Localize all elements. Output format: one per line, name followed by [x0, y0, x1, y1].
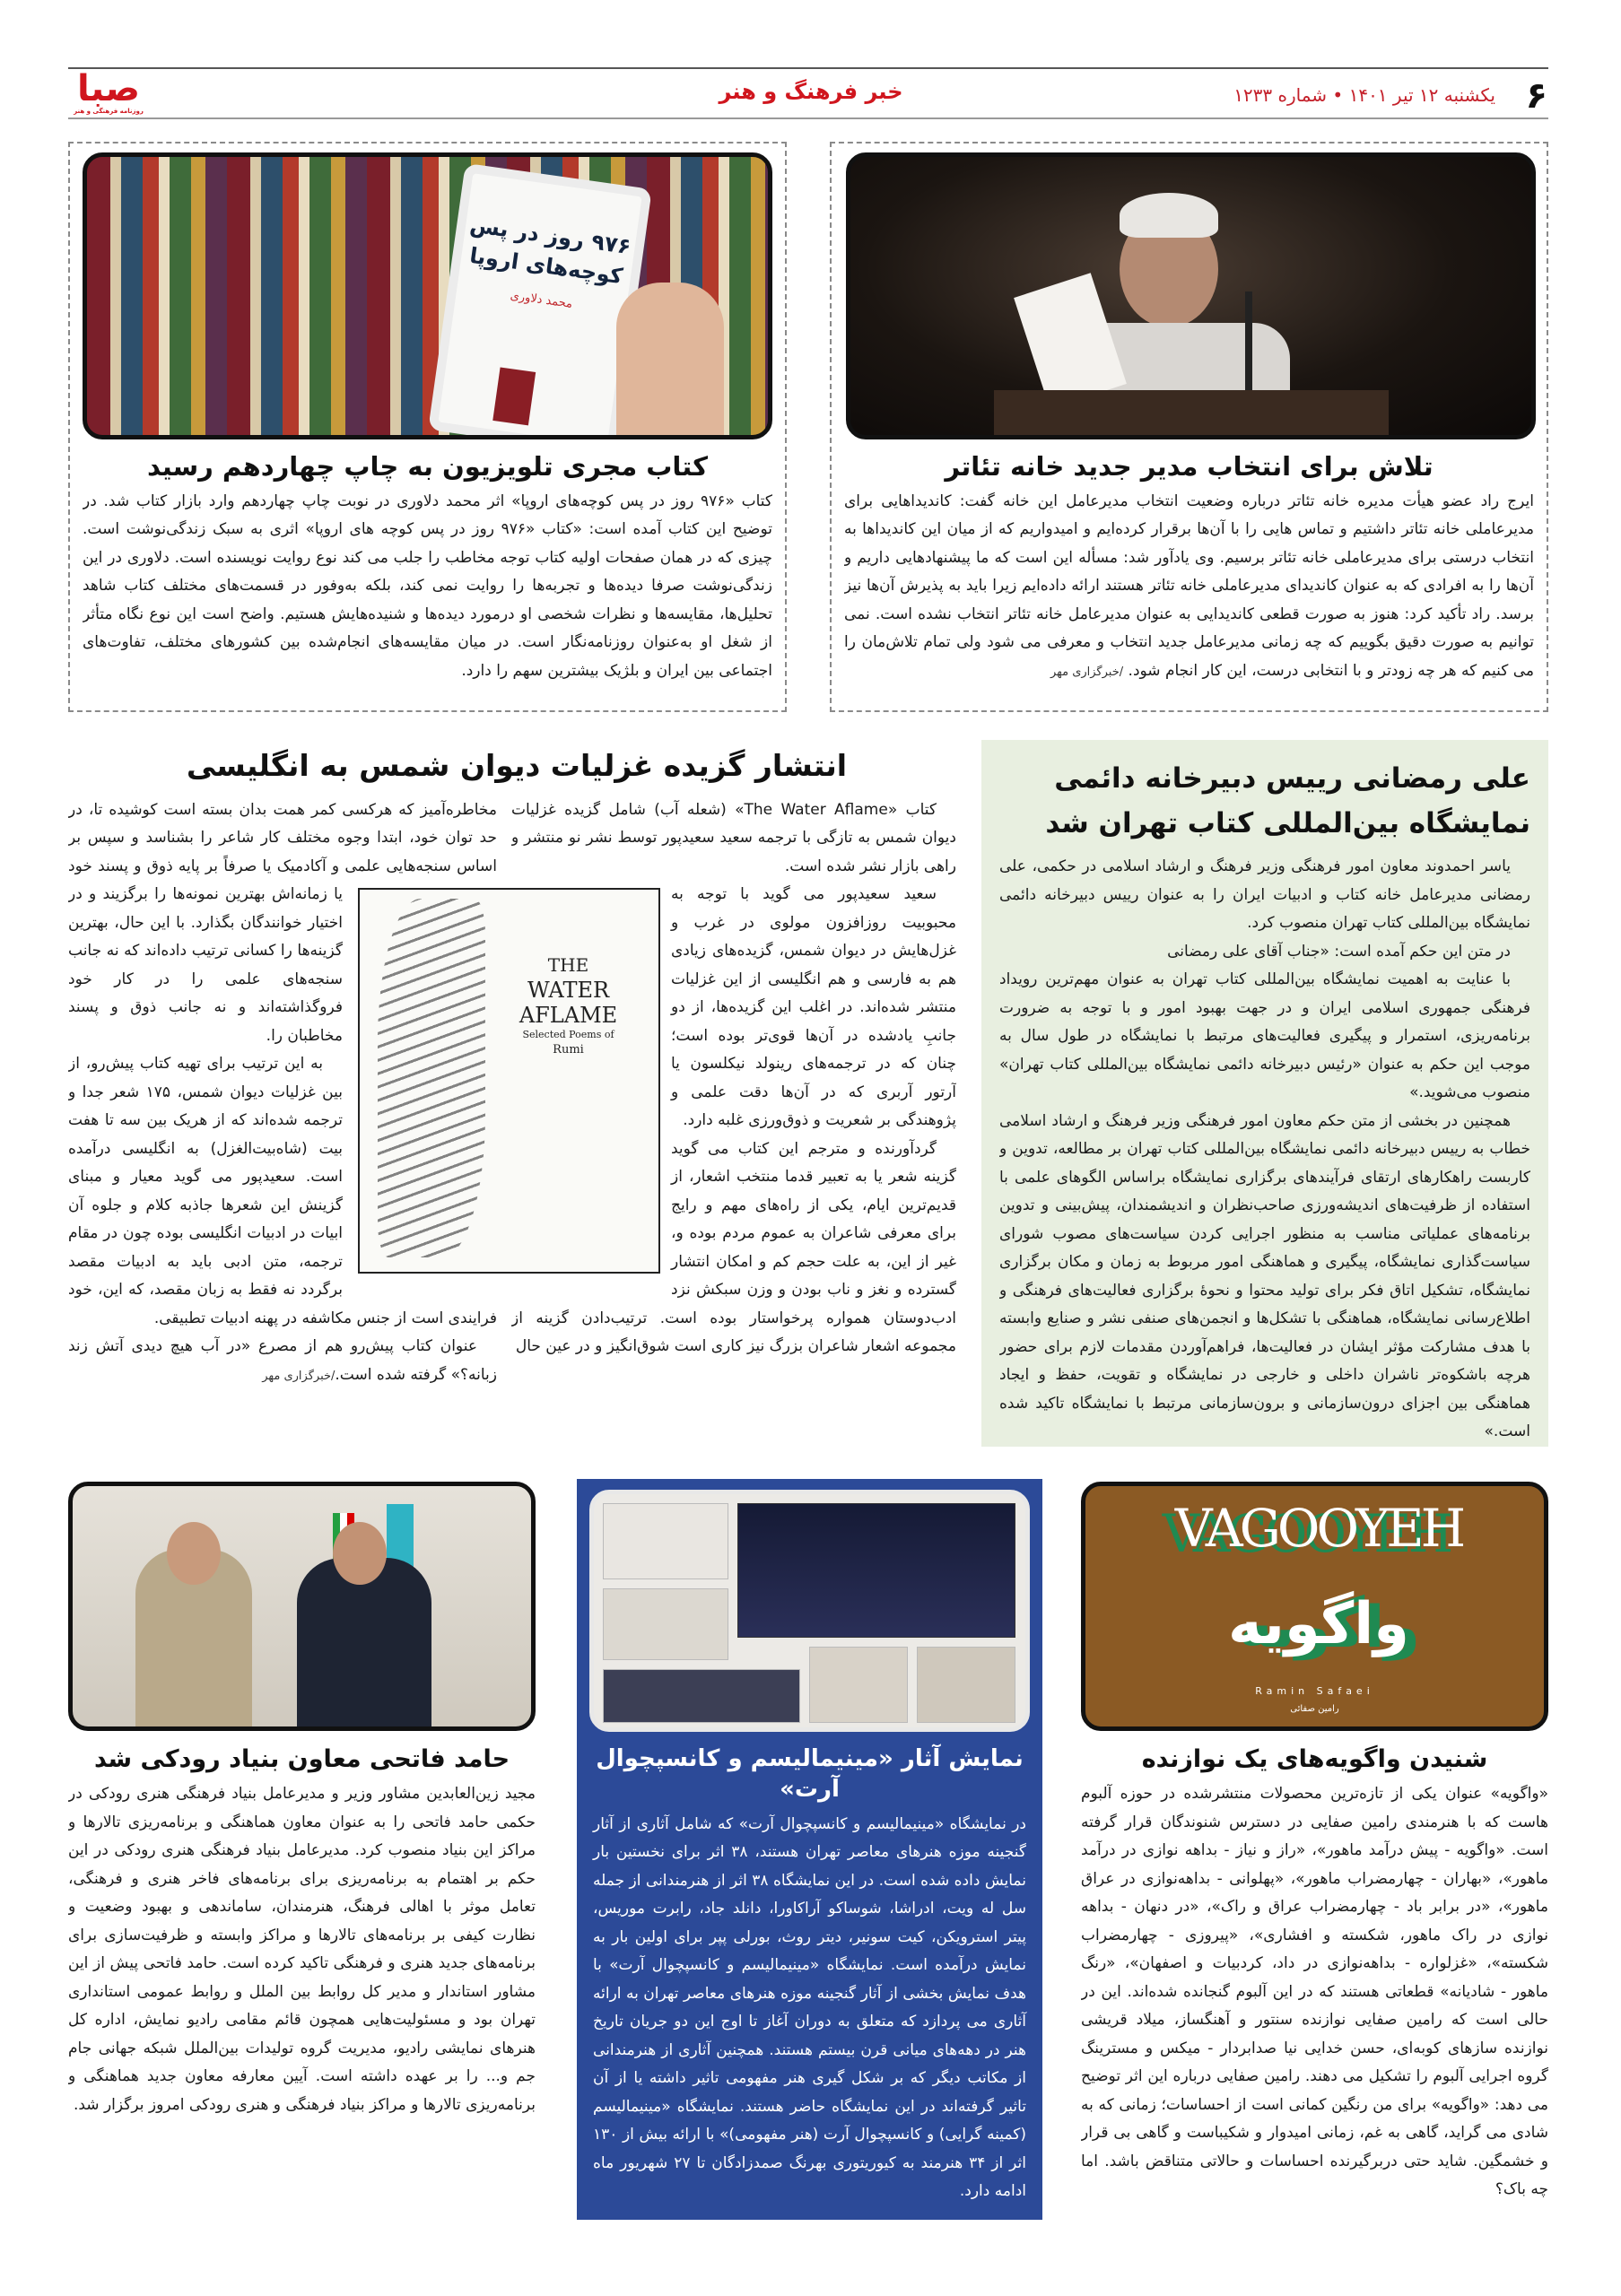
album-cover-vagooyeh [1081, 1482, 1548, 1731]
cover-author: Rumi [553, 1042, 584, 1057]
article-body [844, 488, 1534, 703]
newspaper-logo [68, 70, 149, 115]
page-number: ۶ [1525, 75, 1547, 117]
article-theater [830, 142, 1548, 712]
album-artist-latin: Ramin Safaei [1255, 1685, 1374, 1697]
photo-handshake-ceremony [68, 1482, 536, 1731]
person-right-head [333, 1522, 387, 1585]
article-title: حامد فاتحی معاون بنیاد رودکی شد [93, 1745, 510, 1773]
cover-author: محمد دلاوری [509, 289, 574, 311]
article-title: کتاب مجری تلویزیون به چاپ چهاردهم رسید [146, 451, 708, 482]
calligraphy-drawing [378, 899, 485, 1257]
logo-subtitle: روزنامه فرهنگی و هنر [74, 108, 144, 115]
paragraph: در متن این حکم آمده است: «جناب آقای علی رمضانی [1167, 942, 1511, 961]
paragraph: همچنین در بخشی از متن حکم معاون امور فرهنگی وزیر فرهنگ و ارشاد اسلامی خطاب به رییس دبیرخانه دائمی نمایشگاه بین‌المللی کتاب تهران بر مطالعه، تدوین و کاربست راهکارهای ارتقای فرآیندهای برگزاری نمایشگاه براساس الگوهای علمی با استفاده از ظرفیت‌های اندیشه‌ورزی صاحب‌نظران و اندیشمندان، پیش‌بینی و تدوین برنامه‌های عملیاتی مناسب به منظور اجرایی کردن سیاست‌های مصوب شورای سیاست‌گذاری نمایشگاه، پیگیری و هماهنگی امور مربوط به زمان و مکان برگزاری نمایشگاه، تشکیل اتاق فکر برای تولید محتوا و نحوهٔ برگزاری فعالیت‌های فرهنگی و اطلاع‌رسانی نمایشگاه، هماهنگی با تشکل‌ها و انجمن‌های صنفی نشر و صنایع وابسته با هدف مشارکت مؤثر ایشان در فعالیت‌ها، فراهم‌آوردن مقدمات لازم برای حضور هرچه باشکوه‌تر ناشران داخلی و خارجی در نمایشگاه و تقویت، حفظ و ایجاد هماهنگی بین اجزای درون‌سازمانی و برون‌سازمانی مرتبط با نمایشگاه تاکید شده است.» [999, 1111, 1530, 1439]
logo-text: صبا [77, 68, 140, 109]
article-body [999, 853, 1530, 1439]
podium [994, 390, 1389, 439]
paragraph: مخاطره‌آمیز که هرکسی کمر همت بدان بسته است کوشیده تا، در حد توان خود، ابتدا وجوه مختلف کار شاعر را بشناسد و سپس بر اساس سنجه‌هایی علمی و آکادمیک یا صرفاً بر پایه ذوق و پسند خود یا زمانه‌اش بهترین نمونه‌ها را برگزیند و در اختیار خوانندگان بگذارد. با این حال، بهترین گزینه‌ها را کسانی ترتیب داده‌اند که نه جانب سنجه‌های علمی را در کار خود فروگذاشته‌اند و نه جانب ذوق و پسند مخاطبان را. [68, 800, 497, 1045]
section-title: خبر فرهنگ و هنر [719, 79, 903, 104]
cover-title: ۹۷۶ روز در پس کوچه‌های اروپا [467, 212, 632, 290]
article-ramezani [981, 740, 1548, 1447]
album-artist-persian: رامین صفائی [1290, 1704, 1339, 1714]
person-left-head [167, 1522, 221, 1585]
gallery-thumb [737, 1503, 1015, 1638]
article-title: تلاش برای انتخاب مدیر جدید خانه تئاتر [945, 451, 1434, 482]
cover-line: AFLAME [519, 1002, 618, 1028]
article-title: انتشار گزیده غزلیات دیوان شمس به انگلیسی [186, 748, 848, 783]
article-title: علی رمضانی رییس دبیرخانه دائمی نمایشگاه بین‌المللی کتاب تهران شد [1045, 762, 1530, 839]
article-body: مجید زین‌العابدین مشاور وزیر و مدیرعامل بنیاد فرهنگی هنری رودکی در حکمی حامد فاتحی را به عنوان معاون هماهنگی و برنامه‌ریزی تالارها و مراکز این بنیاد منصوب کرد. مدیرعامل بنیاد فرهنگی هنری رودکی در این حکم بر اهتمام به برنامه‌ریزی برای برنامه‌های فاخر هنری و فرهنگی، تعامل موثر با اهالی فرهنگ، هنرمندان، ساماندهی و بهبود وضعیت و نظارت کیفی بر برنامه‌های تالارها و مراکز وابسته و ظرفیت‌سازی برای برنامه‌های جدید هنری و فرهنگی تاکید کرده است. حامد فاتحی پیش از این مشاور استاندار و مدیر کل روابط بین الملل و روابط عمومی استانداری تهران بود و مسئولیت‌هایی همچون قائم مقامی رادیو نمایش، اداره کل هنرهای نمایشی رادیو، مدیریت گروه تولیدات بین‌الملل شبکه جهانی جام جم و... را بر عهده داشته است. آیین معارفه معاون جدید هماهنگی و برنامه‌ریزی تالارها و مراکز بنیاد فرهنگی و هنری رودکی امروز برگزار شد. [68, 1785, 536, 2114]
article-columns [68, 796, 965, 1453]
body-text: ایرج راد عضو هیأت مدیره خانه تئاتر درباره وضعیت انتخاب مدیرعامل این خانه گفت: کاندیداهایی برای مدیرعاملی خانه تئاتر داشتیم و تماس هایی را با آن‌ها برقرار کرده‌ایم و امیدواریم که از میان این کاندیداها به انتخاب درستی برای مدیرعاملی خانه تئاتر برسیم. وی یادآور شد: مسأله این است که ما پیشنهادهایی داریم و آن‌ها را به افرادی که به عنوان کاندیدای مدیرعاملی خانه تئاتر هستند ارائه داده‌ایم زیرا باید به پذیرش آن‌ها نیز برسد. راد تأکید کرد: هنوز به صورت قطعی کاندیدایی به عنوان مدیرعامل خانه تئاتر انتخاب نشده است. نمی توانیم به صورت دقیق بگوییم که چه زمانی مدیرعامل جدید انتخاب و معرفی می شود ولی تمام تلاش‌مان را می کنیم که هر چه زودتر و با انتخابی درست، این کار انجام شود. [844, 491, 1534, 680]
paragraph: با عنایت به اهمیت نمایشگاه بین‌المللی کتاب تهران به عنوان مهم‌ترین رویداد فرهنگی جمهوری اسلامی ایران و در جهت بهبود امور و با توجه به ضرورت برنامه‌ریزی، استمرار و پیگیری فعالیت‌های مرتبط با نمایشگاه در طول سال به موجب این حکم به عنوان «رئیس دبیرخانه دائمی نمایشگاه بین‌المللی کتاب تهران» منصوب می‌شوید.» [999, 970, 1530, 1101]
gallery-thumb [809, 1647, 908, 1723]
gallery-thumb [603, 1503, 728, 1579]
paper-sheet [1014, 273, 1127, 408]
paragraph: یاسر احمدوند معاون امور فرهنگی وزیر فرهنگ و ارشاد اسلامی در حکمی، علی رمضانی مدیرعامل خانه کتاب و ادبیات ایران را به عنوان رییس دبیرخانه دائمی نمایشگاه بین‌المللی کتاب تهران منصوب کرد. [999, 857, 1530, 932]
article-album [1081, 1480, 1548, 2224]
author-figure [492, 367, 536, 425]
album-persian-title: واگویه [1228, 1591, 1409, 1657]
article-rumi [68, 740, 965, 1453]
cover-line: WATER [527, 977, 610, 1003]
gallery-thumb [603, 1588, 728, 1660]
book-cover-water-aflame [358, 888, 660, 1274]
gallery-thumb [603, 1669, 800, 1723]
paragraph: کتاب «The Water Aflame» (شعله آب) شامل گزیده غزلیات دیوان شمس به تازگی با ترجمه سعید سعیدپور توسط نشر نو منتشر و راهی بازار نشر شده است. [511, 800, 956, 875]
article-body: «واگویه» عنوان یکی از تازه‌ترین محصولات منتشرشده در حوزه آلبوم هاست که با هنرمندی رامین صفایی در دسترس شنوندگان قرار گرفته است. «واگویه - پیش درآمد ماهور»، «راز و نیاز - بداهه نوازی در درآمد ماهور»، «بهاران - چهارمضراب ماهور»، «پهلوانی - بداهه‌نوازی در عراق ماهور»، «در برابر باد - چهارمضراب عراق و راک»، «در دنهان - بداهه نوازی در راک ماهور، شکسته و افشاری»، «پیروزی - چهارمضراب شکسته»، «غزلواره - بداهه‌نوازی در داد، کردبیات و اصفهان»، «رنگ ماهور - شادیانه» قطعاتی هستند که در این آلبوم گنجانده شده‌اند. این در حالی است که رامین صفایی نوازنده سنتور و آهنگساز، میلاد قریشی نوازنده سازهای کوبه‌ای، حسن خدایی نیا صدابردار - میکس و مسترینگ گروه اجرایی آلبوم را تشکیل می دهند. رامین صفایی درباره این اثر توضیح می دهد: «واگویه» برای من رنگین کمانی است از احساسات؛ زمانی که به شادی می گراید، گاهی به غم، زمانی امیدوار و شکیباست و گاهی بی قرار و خشمگین. شاید حتی دربرگیرنده احساسات و حالاتی متناقض باشد. اما چه باک؟ [1081, 1785, 1548, 2199]
photo-gallery-collage [589, 1490, 1030, 1732]
cover-line: THE [547, 953, 589, 976]
cover-text [485, 952, 651, 1058]
article-book [68, 142, 787, 712]
cover-subtitle: Selected Poems of [522, 1028, 614, 1040]
article-body: در نمایشگاه «مینیمالیسم و کانسپچوال آرت» که شامل آثاری از آثار گنجینه موزه هنرهای معاصر تهران هستند، ۳۸ اثر برای نخستین بار نمایش داده شده است. در این نمایشگاه ۳۸ اثر از هنرمندانی از جمله سل له ویت، ادراشا، شوساکو آراکاورا، دانلد جاد، رابرت موریس، پیتر استرویکن، کیت سونیر، دیتر روث، بورلی پپر برای اولین بار به نمایش درآمده است. نمایشگاه «مینیمالیسم و کانسپچوال آرت» با هدف نمایش بخشی از آثار گنجینه موزه هنرهای معاصر تهران به ارائه آثاری می پردازد که متعلق به دوران آغاز تا اوج این دو جریان تاریخ هنر در دهه‌های میانی قرن بیستم هستند. همچنین آثاری از هنرمندانی از مکاتب دیگر که بر شکل گیری هنر مفهومی تاثیر داشته یا از آن تاثیر گرفته‌اند در این نمایشگاه حاضر هستند. نمایشگاه «مینیمالیسم (کمینه گرایی) و کانسپچوال آرت (هنر مفهومی)» با ارائه بیش از ۱۳۰ اثر از ۳۴ هنرمند به کیوریتوری بهرنگ صمدزادگان تا ۲۷ شهریور ماه ادامه دارد. [593, 1814, 1026, 2201]
article-fatehi [68, 1480, 536, 2224]
gallery-thumb [917, 1647, 1015, 1723]
album-latin-title: VAGOOYEH [1174, 1498, 1463, 1559]
hand [616, 283, 724, 439]
photo-theater-speaker [846, 152, 1536, 439]
paragraph: به این ترتیب برای تهیه کتاب پیش‌رو، از بین غزلیات دیوان شمس، ۱۷۵ شعر جدا و ترجمه شده‌اند که از هریک بین سه تا هفت بیت (شاه‌بیت‌الغزل) به انگلیسی درآمده است. سعیدپور می گوید معیار و مبنای گزینش این شعرها جاذبه کلام و جلوه آن ابیات در ادبیات انگلیسی بوده چون در مقام ترجمه، متن ادبی باید به ادبیات مقصد برگردد نه فقط به زبان مقصد، که این، خود فرایندی است از جنس مکاشفه در پهنه ادبیات تطبیقی. [68, 1055, 497, 1327]
article-minimalism [577, 1479, 1042, 2220]
paragraph: سعید سعیدپور می گوید با توجه به محبوبیت روزافزون مولوی در غرب و غزل‌هایش در دیوان شمس، گزیده‌های زیادی هم به فارسی و هم انگلیسی از این غزلیات منتشر شده‌اند. در اغلب این گزیده‌ها، از دو جانبِ یادشده در آن‌ها قوی‌تر بوده است؛ چنان که در ترجمه‌های رینولد نیکلسون یا آرتور آربری که در آن‌ها دقت علمی و پژوهندگی بر شعریت و ذوق‌ورزی غلبه دارد. [671, 885, 956, 1130]
article-title: شنیدن واگویه‌های یک نوازنده [1141, 1745, 1488, 1773]
news-source: /خبرگزاری مهر [1050, 665, 1124, 679]
paragraph: گردآورنده و مترجم این کتاب می گوید گزینه شعر یا به تعبیر قدما منتخب اشعار، از قدیم‌ترین ایام، یکی از راه‌های مهم و رایج برای معرفی شاعران به عموم مردم بوده و، غیر از این، به علت حجم کم و امکان انتشار گسترده و نغز و ناب بودن و وزن سبکش نزد ادب‌دوستان همواره پرخواستار بوده است. ترتیب‌دادن گزینه از مجموعه اشعار شاعران بزرگ نیز کاری است شوق‌انگیز و در عین حال [511, 1139, 956, 1356]
header-top-rule [68, 67, 1548, 69]
issue-date: یکشنبه ۱۲ تیر ۱۴۰۱ • شماره ۱۲۳۳ [1233, 84, 1495, 106]
article-title: نمایش آثار «مینیمالیسم و کانسپچوال آرت» [596, 1745, 1024, 1803]
paragraph: عنوان کتاب پیش‌رو هم از مصرع «در آب هیچ دیدی آتش زند زبانه؟» گرفته شده است. [68, 1337, 497, 1384]
news-source: /خبرگزاری مهر [262, 1369, 336, 1383]
speaker-hair [1120, 193, 1218, 238]
article-body: کتاب «۹۷۶ روز در پس کوچه‌های اروپا» اثر محمد دلاوری در نوبت چاپ چهاردهم وارد بازار کتاب شد. در توضیح این کتاب آمده است: «کتاب «۹۷۶ روز در پس کوچه های اروپا» اثری به سبک زندگی‌نوشت است. چیزی که در همان صفحات اولیه کتاب توجه مخاطب را جلب می کند نوع روایت نویسنده است. دلاوری در این زندگی‌نوشت صرفا دیده‌ها و تجربه‌ها را روایت نمی کند، بلکه به‌وفور در قسمت‌های مختلف کتاب شاهد تحلیل‌ها، مقایسه‌ها و نظرات شخصی او درمورد دیده‌ها و شنیده‌هایش هستیم. واضح است این نوع نگاه متأثر از شغل او به‌عنوان روزنامه‌نگار است. در میان مقایسه‌های انجام‌شده بین کشورهای مختلف، تفاوت‌های اجتماعی بین ایران و بلژیک بیشترین سهم را دارد. [83, 491, 772, 680]
photo-book-tablet [83, 152, 772, 439]
header-bottom-rule [68, 117, 1548, 119]
